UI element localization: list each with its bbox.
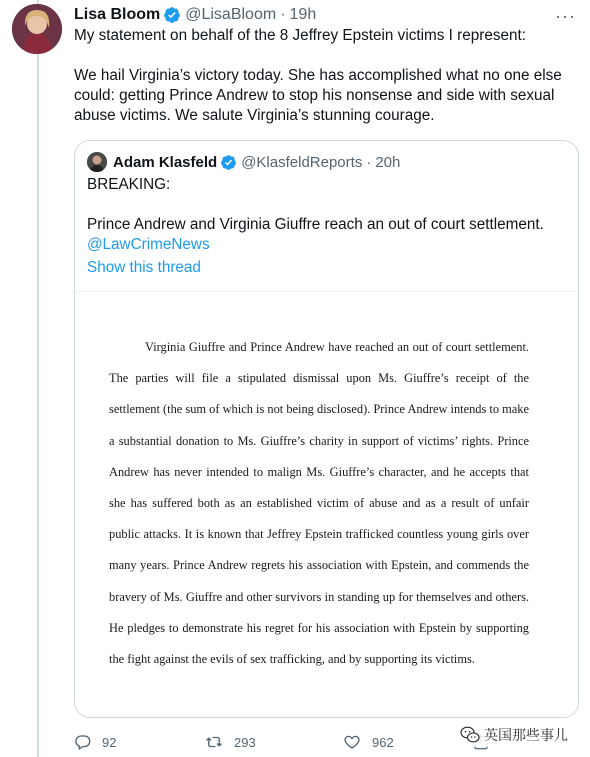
quoted-header-separator: · — [366, 153, 372, 171]
author-name[interactable]: Lisa Bloom — [74, 6, 161, 23]
author-avatar[interactable] — [12, 4, 62, 54]
retweet-button[interactable] — [204, 733, 256, 751]
header-separator: · — [280, 6, 286, 23]
tweet-body — [74, 26, 574, 126]
wechat-icon — [460, 726, 480, 744]
reply-button[interactable] — [74, 733, 116, 751]
tweet-header — [74, 4, 316, 26]
quoted-tweet-timestamp[interactable]: 20h — [375, 153, 401, 171]
quoted-tweet-card[interactable] — [74, 140, 579, 718]
tweet-paragraph: My statement on behalf of the 8 Jeffrey Epstein victims I represent: — [74, 27, 527, 44]
retweet-icon — [204, 733, 224, 751]
quoted-tweet-body — [87, 175, 567, 278]
heart-icon — [342, 733, 362, 751]
quoted-tweet-header — [87, 151, 400, 173]
reply-icon — [74, 733, 92, 751]
like-button[interactable] — [342, 733, 394, 751]
tweet-paragraph: We hail Virginia’s victory today. She has accomplished what no one else could: getting Prince Andrew to stop his nonsense and side with sexual abuse victims. We salute Virginia’s stunning courage. — [74, 67, 562, 124]
watermark-text: 英国那些事儿 — [484, 727, 568, 743]
quoted-author-name[interactable]: Adam Klasfeld — [113, 153, 218, 171]
statement-image[interactable] — [75, 291, 578, 718]
tweet-timestamp[interactable]: 19h — [289, 6, 317, 23]
avatar-portrait-icon — [12, 4, 62, 54]
retweet-count: 293 — [234, 734, 256, 750]
like-count: 962 — [372, 734, 394, 750]
verified-badge-icon — [220, 154, 237, 171]
wechat-watermark — [456, 723, 572, 747]
show-thread-link[interactable]: Show this thread — [87, 259, 201, 276]
author-handle[interactable]: @LisaBloom — [185, 6, 277, 23]
mention-link[interactable]: @LawCrimeNews — [87, 236, 210, 253]
quoted-author-handle[interactable]: @KlasfeldReports — [241, 153, 363, 171]
quoted-headline: Prince Andrew and Virginia Giuffre reach an out of court settlement. — [87, 216, 544, 233]
quoted-avatar-portrait-icon — [87, 152, 107, 172]
quoted-author-avatar[interactable] — [87, 152, 107, 172]
more-options-icon[interactable]: ··· — [555, 6, 576, 26]
reply-count: 92 — [102, 734, 117, 750]
statement-text: Virginia Giuffre and Prince Andrew have reached an out of court settlement. The parties will file a stipulated dismissal upon Ms. Giuffre’s receipt of the settlement (the sum of which is not being disclosed). Prince Andrew intends to make a substantial donation to Ms. Giuffre’s charity in support of victims’ rights. Prince Andrew has never intended to malign Ms. Giuffre’s character, and he accepts that she has suffered both as an established victim of abuse and as a result of unfair public attacks. It is known that Jeffrey Epstein trafficked countless young girls over many years. Prince Andrew regrets his association with Epstein, and commends the bravery of Ms. Giuffre and other survivors in standing up for themselves and others. He pledges to demonstrate his regret for his association with Epstein by supporting the fight against the evils of sex trafficking, and by supporting its victims. — [109, 340, 529, 667]
verified-badge-icon — [163, 6, 181, 24]
thread-connector-line — [37, 0, 39, 757]
quoted-breaking-label: BREAKING: — [87, 176, 171, 193]
